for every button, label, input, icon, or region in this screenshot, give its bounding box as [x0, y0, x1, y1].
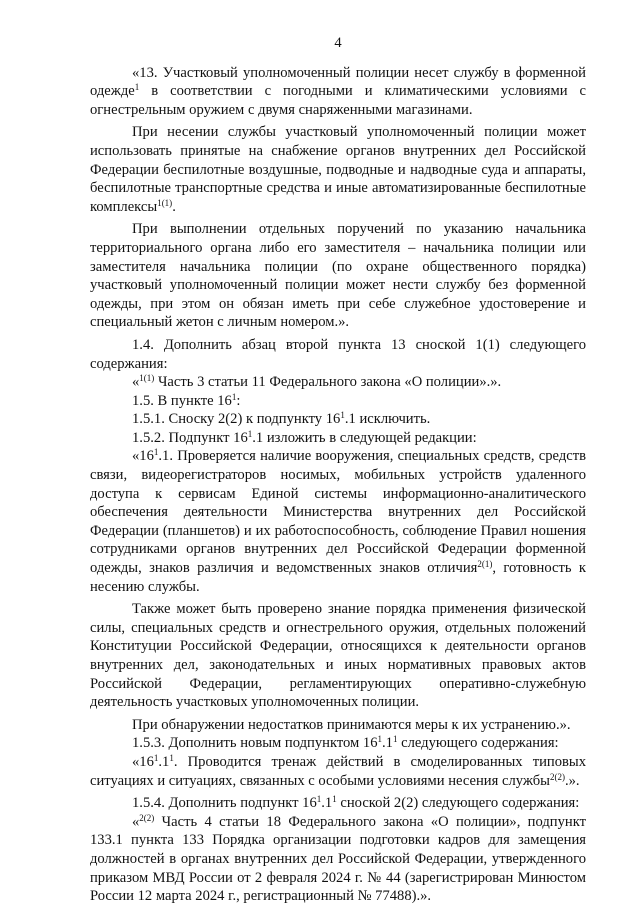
- paragraph: [90, 220, 586, 332]
- text-run: .1 изложить в следующей редакции:: [252, 429, 477, 446]
- paragraph: [90, 410, 586, 429]
- text-run: .».: [564, 772, 580, 789]
- text-run: в соответствии с погодными и климатическими условиями с огнестрельным оружием с двумя снаряженными магазинами.: [90, 83, 586, 118]
- footnote-mark: 2(1): [477, 559, 493, 570]
- paragraph: [90, 123, 586, 216]
- footnote-mark: 1: [134, 82, 140, 93]
- paragraph: [90, 734, 586, 753]
- page-number: 4: [334, 35, 342, 51]
- footnote-mark: 1: [377, 734, 383, 745]
- text-run: 1.5.2. Подпункт 16: [132, 429, 248, 446]
- text-run: следующего содержания:: [397, 735, 559, 752]
- footnote-mark: 1: [247, 428, 253, 439]
- text-run: При выполнении отдельных поручений по указанию начальника территориального органа либо его заместителя – начальника полиции или заместителя начальника полиции (по охране общественного порядка) участковый уполномоченный полиции может нести службу без форменной одежды, при этом он обязан иметь при себе служебное удостоверение и специальный жетон с личным номером.».: [90, 221, 586, 331]
- text-run: :: [236, 392, 241, 409]
- text-run: .1 исключить.: [344, 411, 431, 428]
- text-run: 1.5.3. Дополнить новым подпунктом 16: [132, 735, 378, 752]
- paragraph: [90, 447, 586, 596]
- text-run: 1.5.4. Дополнить подпункт 16: [132, 795, 317, 812]
- text-run: «: [132, 374, 140, 391]
- paragraph: [90, 429, 586, 448]
- footnote-mark: 1: [169, 752, 174, 763]
- footnote-mark: 1(1): [157, 197, 173, 208]
- document-body: [90, 64, 586, 906]
- text-run: .1. Проверяется наличие вооружения, специальных средств, средств связи, видеорегистраторов носимых, мобильных устройств удаленного доступа к сервисам Единой системы информационно-аналитического обеспечения деятельности Министерства внутренних дел Российской Федерации (планшетов) и их работоспособность, соблюдение Правил ношения сотрудниками органов внутренних дел Российской Федерации форменной одежды, знаков различия и ведомственных знаков отличия: [90, 448, 586, 577]
- paragraph: [90, 716, 586, 735]
- text-run: Также может быть проверено знание порядка применения физической силы, специальных средств и огнестрельного оружия, отдельных положений Конституции Российской Федерации, относящихся к деятельности органов внутренних дел, законодательных и иных нормативных правовых актов Российской Федерации, регламентирующих оперативно-служебную деятельность участковых уполномоченных полиции.: [90, 601, 586, 711]
- footnote-mark: 2(2): [139, 812, 155, 823]
- text-run: «16: [132, 448, 154, 465]
- paragraph: [90, 794, 586, 813]
- text-run: .1: [321, 795, 333, 812]
- text-run: , готовность к несению службы.: [90, 560, 586, 595]
- footnote-mark: 1: [231, 391, 237, 402]
- text-run: При обнаружении недостатков принимаются меры к их устранению.».: [132, 716, 571, 733]
- footnote-mark: 1: [153, 447, 159, 458]
- text-run: 1.5.1. Сноску 2(2) к подпункту 16: [132, 411, 341, 428]
- footnote-mark: 1: [153, 752, 159, 763]
- text-run: «16: [132, 753, 154, 770]
- text-run: сноской 2(2) следующего содержания:: [336, 795, 580, 812]
- text-run: Часть 4 статьи 18 Федерального закона «О полиции», подпункт 133.1 пункта 133 Порядка организации подготовки кадров для замещения должностей в органах внутренних дел Российской Федерации, утвержденного приказом МВД России от 2 февраля 2024 г. № 44 (зарегистрирован Минюстом России 12 марта 2024 г., регистрационный № 77488).».: [90, 813, 586, 905]
- paragraph: [90, 336, 586, 373]
- text-run: . Проводится тренаж действий в смоделированных типовых ситуациях и ситуациях, связанных с особыми условиями несения службы: [90, 753, 586, 789]
- paragraph: [90, 392, 586, 411]
- text-run: .1: [158, 753, 170, 770]
- text-run: Часть 3 статьи 11 Федерального закона «О полиции».».: [154, 374, 502, 391]
- paragraph: [90, 753, 586, 790]
- paragraph: [90, 64, 586, 120]
- text-run: «: [132, 813, 140, 830]
- paragraph: [90, 813, 586, 906]
- text-run: «13. Участковый уполномоченный полиции несет службу в форменной одежде: [90, 64, 586, 100]
- footnote-mark: 1: [392, 734, 398, 745]
- footnote-mark: 2(2): [549, 771, 565, 782]
- text-run: .1: [382, 735, 393, 752]
- footnote-mark: 1: [332, 794, 337, 805]
- text-run: 1.5. В пункте 16: [132, 392, 232, 409]
- footnote-mark: 1: [340, 410, 345, 421]
- footnote-mark: 1(1): [139, 373, 155, 384]
- paragraph: [90, 600, 586, 712]
- text-run: При несении службы участковый уполномоченный полиции может использовать принятые на снабжение органов внутренних дел Российской Федерации беспилотные воздушные, подводные и надводные суда и аппараты, беспилотные транспортные средства и иные автоматизированные беспилотные комплексы: [90, 124, 586, 215]
- footnote-mark: 1: [316, 794, 322, 805]
- text-run: 1.4. Дополнить абзац второй пункта 13 сноской 1(1) следующего содержания:: [90, 336, 586, 372]
- paragraph: [90, 373, 586, 392]
- text-run: .: [172, 198, 176, 215]
